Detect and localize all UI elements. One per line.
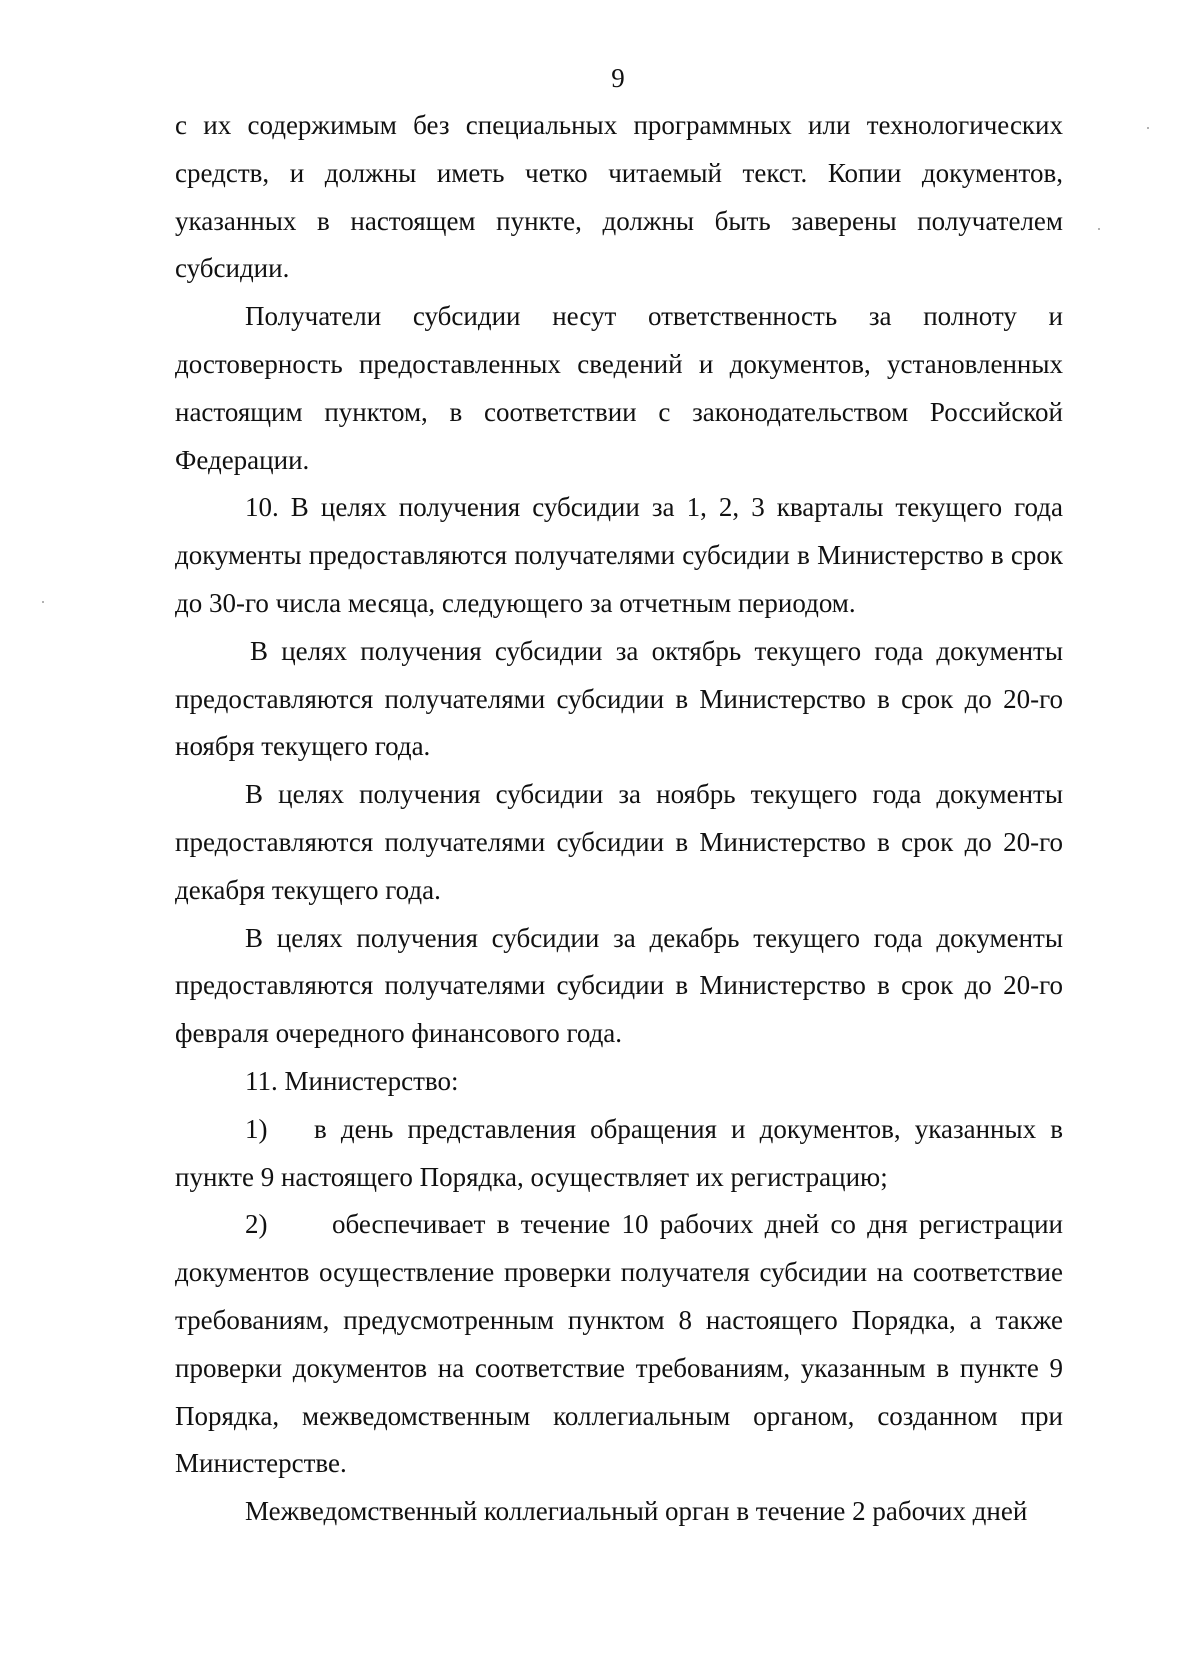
list-item-1-number: 1) [245, 1113, 268, 1144]
paragraph-november-deadline: В целях получения субсидии за ноябрь текущего года документы предоставляются получателями субсидии в Министерство в срок до 20-го декабря текущего года. [175, 779, 1063, 905]
scan-speck [1098, 228, 1100, 230]
paragraph-committee-deadline: Межведомственный коллегиальный орган в течение 2 рабочих дней [245, 1496, 1028, 1527]
page-number: 9 [611, 63, 625, 93]
paragraph-continuation: с их содержимым без специальных программных или технологических средств, и должны иметь четко читаемый текст. Копии документов, указанных в настоящем пункте, должны быть заверены получателем субсидии. [175, 110, 1063, 284]
list-item-1-text: в день представления обращения и документов, указанных в пункте 9 настоящего Порядка, осуществляет их регистрацию; [175, 1113, 1063, 1192]
document-body [175, 102, 1063, 1536]
list-item-2-number: 2) [245, 1209, 268, 1240]
paragraph-december-deadline: В целях получения субсидии за декабрь текущего года документы предоставляются получателями субсидии в Министерство в срок до 20-го февраля очередного финансового года. [175, 922, 1063, 1049]
paragraph-clause-11: 11. Министерство: [245, 1065, 459, 1096]
paragraph-october-deadline: В целях получения субсидии за октябрь текущего года документы предоставляются получателями субсидии в Министерство в срок до 20-го ноября текущего года. [175, 635, 1063, 762]
paragraph-recipients-responsibility: Получатели субсидии несут ответственность за полноту и достоверность предоставленных сведений и документов, установленных настоящим пунктом, в соответствии с законодательством Российской Федерации. [175, 301, 1063, 475]
scan-speck [1147, 127, 1149, 129]
list-item-2 [175, 1201, 1063, 1488]
paragraph-clause-10: 10. В целях получения субсидии за 1, 2, 3 кварталы текущего года документы предоставляются получателями субсидии в Министерство в срок до 30-го числа месяца, следующего за отчетным периодом. [175, 492, 1063, 618]
scan-speck [42, 601, 44, 603]
list-item-1 [175, 1106, 1063, 1202]
list-item-2-text: обеспечивает в течение 10 рабочих дней со дня регистрации документов осуществление проверки получателя субсидии на соответствие требованиям, предусмотренным пунктом 8 настоящего Порядка, а также проверки документов на соответствие требованиям, указанным в пункте 9 Порядка, межведомственным коллегиальным органом, созданном при Министерстве. [175, 1209, 1063, 1479]
